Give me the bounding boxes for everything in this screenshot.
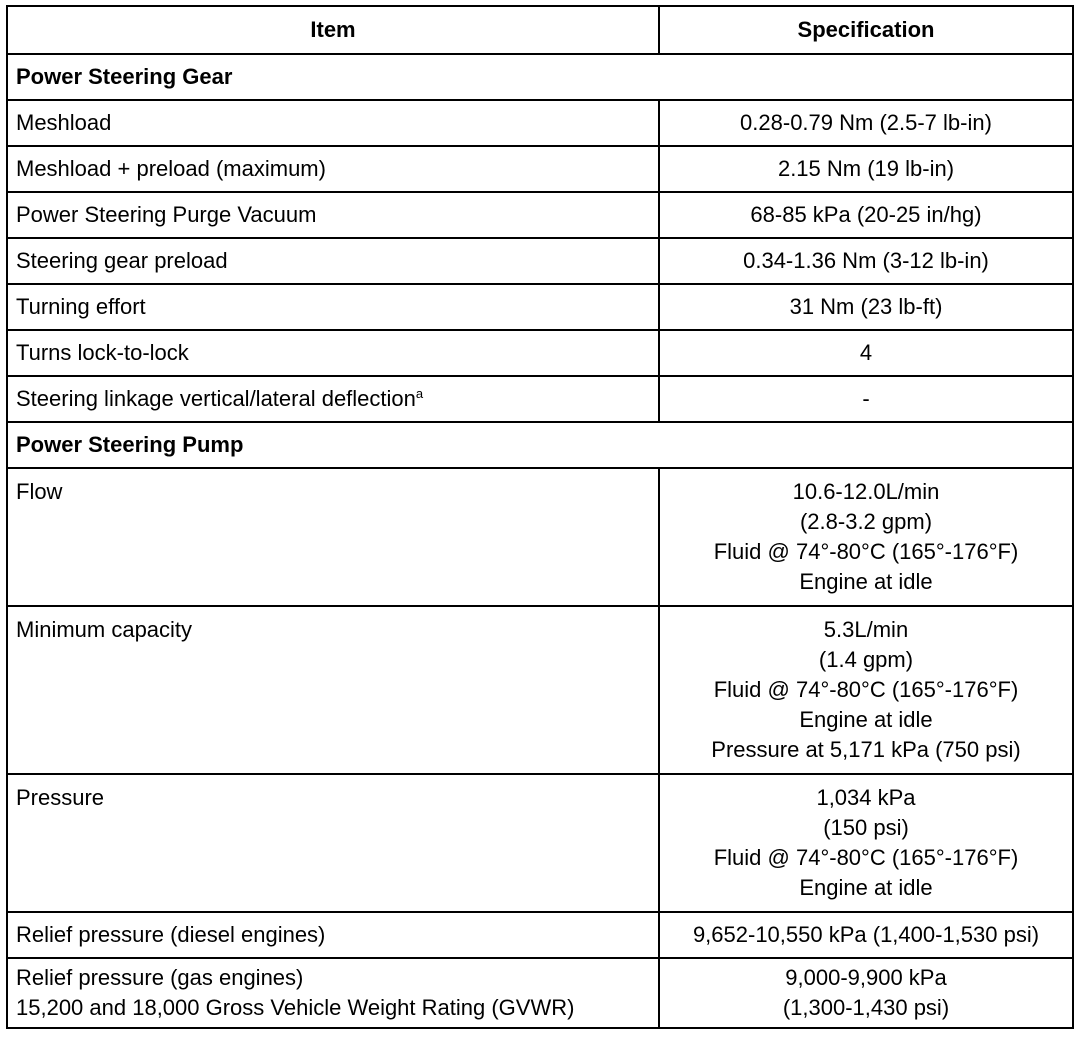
table-row (7, 958, 1073, 1028)
spec-cell: 0.28-0.79 Nm (2.5-7 lb-in) (659, 100, 1073, 146)
header-specification: Specification (659, 6, 1073, 54)
spec-line: Engine at idle (799, 569, 933, 594)
item-cell: Minimum capacity (7, 606, 659, 774)
item-cell: Steering gear preload (7, 238, 659, 284)
table-row (7, 100, 1073, 146)
spec-cell: - (659, 376, 1073, 422)
specifications-table (6, 5, 1074, 1029)
table-row (7, 192, 1073, 238)
item-cell (7, 958, 659, 1028)
table-row (7, 330, 1073, 376)
section-title: Power Steering Pump (7, 422, 1073, 468)
table-row (7, 912, 1073, 958)
item-cell: Relief pressure (diesel engines) (7, 912, 659, 958)
spec-cell: 0.34-1.36 Nm (3-12 lb-in) (659, 238, 1073, 284)
spec-line: Fluid @ 74°-80°C (165°-176°F) (713, 539, 1019, 564)
header-item: Item (7, 6, 659, 54)
spec-line: Fluid @ 74°-80°C (165°-176°F) (713, 677, 1019, 702)
spec-line: Engine at idle (799, 707, 933, 732)
item-cell: Flow (7, 468, 659, 606)
spec-cell: 68-85 kPa (20-25 in/hg) (659, 192, 1073, 238)
table-row (7, 238, 1073, 284)
item-cell: Pressure (7, 774, 659, 912)
footnote-marker: a (415, 386, 424, 401)
spec-line: Engine at idle (799, 875, 933, 900)
spec-cell (659, 958, 1073, 1028)
item-cell (7, 376, 659, 422)
section-header-row (7, 422, 1073, 468)
spec-line: (1.4 gpm) (818, 647, 914, 672)
spec-cell: 9,652-10,550 kPa (1,400-1,530 psi) (659, 912, 1073, 958)
table-header-row (7, 6, 1073, 54)
table-row (7, 774, 1073, 912)
spec-cell: 2.15 Nm (19 lb-in) (659, 146, 1073, 192)
item-line: Relief pressure (gas engines) (16, 965, 304, 990)
table-row (7, 284, 1073, 330)
spec-cell (659, 606, 1073, 774)
item-cell: Meshload (7, 100, 659, 146)
spec-line: 10.6-12.0L/min (792, 479, 940, 504)
item-line: 15,200 and 18,000 Gross Vehicle Weight Rating (GVWR) (16, 995, 575, 1020)
spec-line: 9,000-9,900 kPa (785, 965, 947, 990)
item-cell: Power Steering Purge Vacuum (7, 192, 659, 238)
spec-cell: 4 (659, 330, 1073, 376)
section-title: Power Steering Gear (7, 54, 1073, 100)
spec-line: (150 psi) (823, 815, 909, 840)
spec-line: 1,034 kPa (816, 785, 916, 810)
spec-line: Pressure at 5,171 kPa (750 psi) (711, 737, 1021, 762)
spec-line: (2.8-3.2 gpm) (799, 509, 933, 534)
item-cell: Turns lock-to-lock (7, 330, 659, 376)
table-row (7, 376, 1073, 422)
section-header-row (7, 54, 1073, 100)
spec-cell (659, 774, 1073, 912)
spec-line: (1,300-1,430 psi) (782, 995, 950, 1020)
table-row (7, 606, 1073, 774)
table-row (7, 468, 1073, 606)
spec-cell: 31 Nm (23 lb-ft) (659, 284, 1073, 330)
item-text: Steering linkage vertical/lateral deflection (16, 386, 416, 411)
table-row (7, 146, 1073, 192)
spec-line: Fluid @ 74°-80°C (165°-176°F) (713, 845, 1019, 870)
item-cell: Turning effort (7, 284, 659, 330)
item-cell: Meshload + preload (maximum) (7, 146, 659, 192)
spec-line: 5.3L/min (823, 617, 909, 642)
spec-cell (659, 468, 1073, 606)
